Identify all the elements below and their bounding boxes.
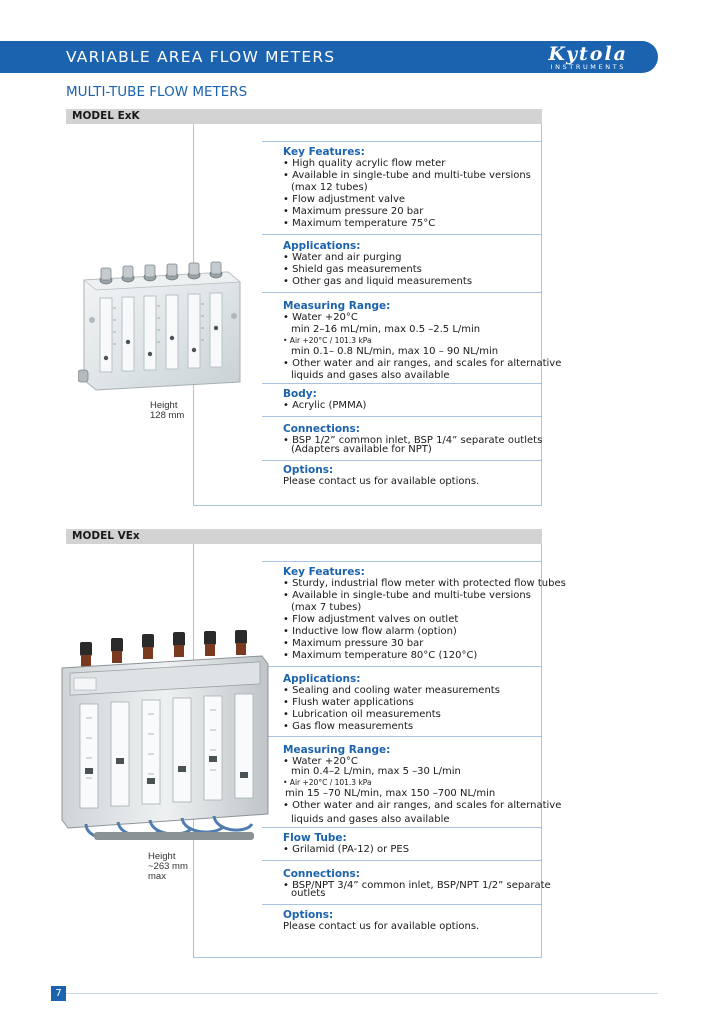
spec-rule (262, 736, 542, 737)
logo-subtext: INSTRUMENTS (550, 63, 626, 71)
spec-rule (262, 561, 542, 562)
exk-measuring-range: Measuring Range: • Water +20°C min 2–16 mL/min, max 0.5 –2.5 L/min • Air +20°C / 101.3 kPa min 0.1– 0.8 NL/min, max 10 – 90 NL/min • Other water and air ranges, and scales for alternative liquids and gases also available (283, 300, 562, 381)
model-title-exk: MODEL ExK (66, 109, 542, 124)
section-title: MULTI-TUBE FLOW METERS (66, 84, 248, 100)
vex-applications: Applications: • Sealing and cooling water measurements • Flush water applications • Lubrication oil measurements • Gas flow measurements (283, 673, 500, 732)
divider-bottom (193, 957, 542, 958)
vex-height-label: Height ~263 mm max (148, 851, 188, 882)
vex-measuring-range: Measuring Range: • Water +20°C min 0.4–2 L/min, max 5 –30 L/min • Air +20°C / 101.3 kPa min 15 –70 NL/min, max 150 –700 NL/min • Other water and air ranges, and scales for alternative liquids and gases also available (283, 744, 562, 825)
page-number: 7 (51, 986, 66, 1001)
exk-height-label: Height 128 mm (150, 400, 185, 421)
spec-rule (262, 666, 542, 667)
exk-body: Body: • Acrylic (PMMA) (283, 388, 367, 411)
page-header-title: VARIABLE AREA FLOW METERS (66, 48, 336, 66)
vex-product-photo (56, 628, 270, 850)
spec-rule (262, 460, 542, 461)
spec-rule (262, 234, 542, 235)
vex-key-features: Key Features: • Sturdy, industrial flow meter with protected flow tubes • Available in single-tube and multi-tube versions (max 7 tubes) • Flow adjustment valves on outlet • Inductive low flow alarm (option) • Maximum pressure 30 bar • Maximum temperature 80°C (120°C) (283, 566, 566, 661)
spec-rule (262, 292, 542, 293)
vex-options: Options: Please contact us for available options. (283, 909, 480, 932)
spec-rule (262, 827, 542, 828)
exk-connections: Connections: • BSP 1/2” common inlet, BSP 1/4” separate outlets (Adapters available for NPT) (283, 423, 543, 455)
footer-rule (66, 993, 658, 994)
divider-bottom (193, 505, 542, 506)
spec-rule (262, 904, 542, 905)
exk-key-features: Key Features: • High quality acrylic flow meter • Available in single-tube and multi-tube versions (max 12 tubes) • Flow adjustment valve • Maximum pressure 20 bar • Maximum temperature 75°C (283, 146, 531, 229)
exk-product-photo (78, 258, 246, 398)
brand-logo (488, 44, 628, 72)
header-banner (0, 41, 658, 73)
model-title-vex: MODEL VEx (66, 529, 542, 544)
vex-connections: Connections: • BSP/NPT 3/4” common inlet, BSP/NPT 1/2” separate outlets (283, 868, 551, 899)
spec-rule (262, 416, 542, 417)
spec-rule (262, 383, 542, 384)
spec-rule (262, 141, 542, 142)
exk-options: Options: Please contact us for available options. (283, 464, 480, 487)
logo-wordmark: Kytola (548, 43, 628, 65)
exk-applications: Applications: • Water and air purging • Shield gas measurements • Other gas and liquid measurements (283, 240, 473, 287)
vex-flow-tube: Flow Tube: • Grilamid (PA-12) or PES (283, 832, 410, 855)
spec-rule (262, 860, 542, 861)
